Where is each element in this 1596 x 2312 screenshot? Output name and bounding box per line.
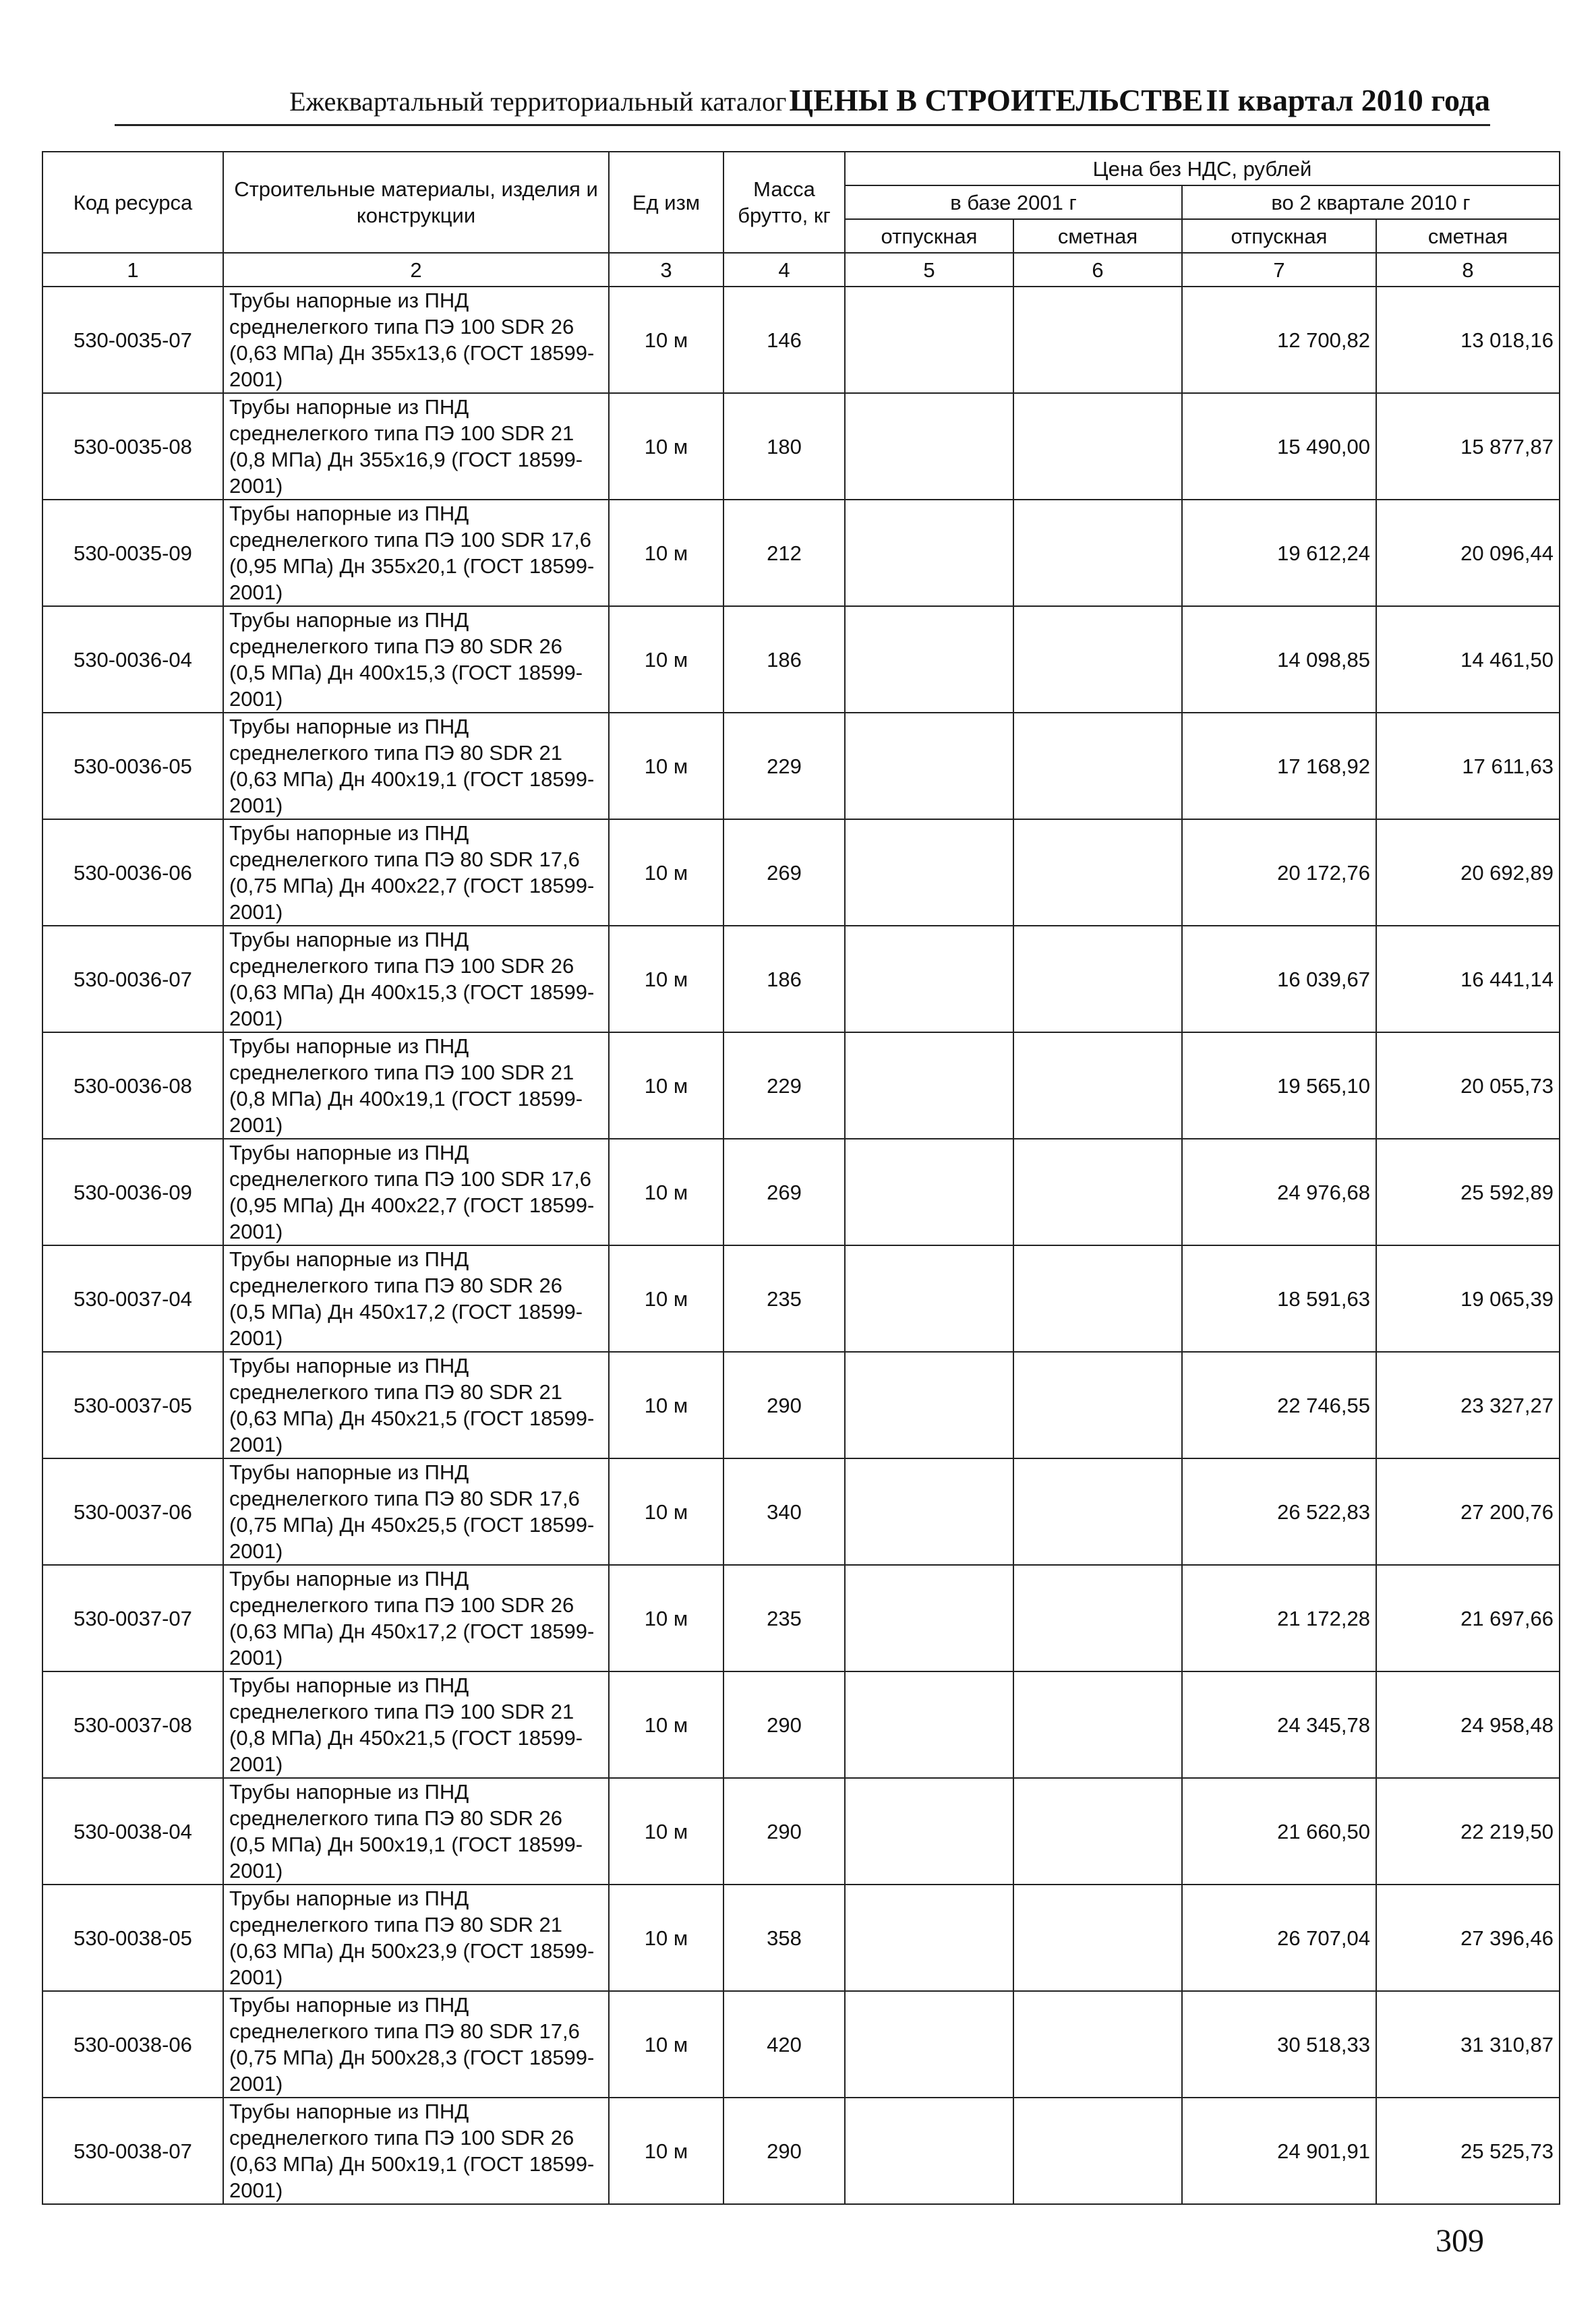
price-q2-estimate: 24 958,48 bbox=[1376, 1671, 1560, 1778]
material-name: Трубы напорные из ПНД среднелегкого типа ПЭ 100 SDR 21 (0,8 МПа) Дн 400х19,1 (ГОСТ 18599-2001) bbox=[223, 1032, 609, 1139]
price-q2-release: 26 522,83 bbox=[1182, 1458, 1376, 1565]
header-base-release: отпускная bbox=[845, 219, 1013, 253]
price-q2-release: 19 565,10 bbox=[1182, 1032, 1376, 1139]
unit-of-measure: 10 м bbox=[609, 1778, 723, 1885]
header-base-2001: в базе 2001 г bbox=[845, 185, 1182, 219]
unit-of-measure: 10 м bbox=[609, 1245, 723, 1352]
price-base-estimate bbox=[1013, 1565, 1182, 1671]
table-row bbox=[42, 500, 1560, 606]
price-q2-release: 18 591,63 bbox=[1182, 1245, 1376, 1352]
table-row bbox=[42, 1671, 1560, 1778]
price-q2-release: 24 976,68 bbox=[1182, 1139, 1376, 1245]
table-row bbox=[42, 287, 1560, 393]
column-number: 6 bbox=[1013, 253, 1182, 287]
table-row bbox=[42, 1139, 1560, 1245]
material-name: Трубы напорные из ПНД среднелегкого типа ПЭ 80 SDR 26 (0,5 МПа) Дн 400х15,3 (ГОСТ 18599-2001) bbox=[223, 606, 609, 713]
material-name: Трубы напорные из ПНД среднелегкого типа ПЭ 80 SDR 17,6 (0,75 МПа) Дн 400х22,7 (ГОСТ 18599-2001) bbox=[223, 819, 609, 926]
unit-of-measure: 10 м bbox=[609, 926, 723, 1032]
price-base-release bbox=[845, 287, 1013, 393]
material-name: Трубы напорные из ПНД среднелегкого типа ПЭ 80 SDR 17,6 (0,75 МПа) Дн 450х25,5 (ГОСТ 18599-2001) bbox=[223, 1458, 609, 1565]
gross-mass: 186 bbox=[723, 926, 845, 1032]
header-rule bbox=[115, 124, 1490, 126]
table-row bbox=[42, 1352, 1560, 1458]
resource-code: 530-0036-04 bbox=[42, 606, 223, 713]
material-name: Трубы напорные из ПНД среднелегкого типа ПЭ 80 SDR 26 (0,5 МПа) Дн 450х17,2 (ГОСТ 18599-2001) bbox=[223, 1245, 609, 1352]
price-q2-estimate: 13 018,16 bbox=[1376, 287, 1560, 393]
price-base-estimate bbox=[1013, 1458, 1182, 1565]
table-row bbox=[42, 2098, 1560, 2204]
price-q2-release: 22 746,55 bbox=[1182, 1352, 1376, 1458]
price-base-release bbox=[845, 1458, 1013, 1565]
unit-of-measure: 10 м bbox=[609, 287, 723, 393]
material-name: Трубы напорные из ПНД среднелегкого типа ПЭ 80 SDR 26 (0,5 МПа) Дн 500х19,1 (ГОСТ 18599-2001) bbox=[223, 1778, 609, 1885]
material-name: Трубы напорные из ПНД среднелегкого типа ПЭ 100 SDR 26 (0,63 МПа) Дн 450х17,2 (ГОСТ 18599-2001) bbox=[223, 1565, 609, 1671]
price-base-release bbox=[845, 2098, 1013, 2204]
price-base-estimate bbox=[1013, 1991, 1182, 2098]
price-base-estimate bbox=[1013, 1778, 1182, 1885]
price-base-release bbox=[845, 713, 1013, 819]
header-name: Строительные материалы, изделия и конструкции bbox=[223, 152, 609, 253]
price-q2-estimate: 27 396,46 bbox=[1376, 1885, 1560, 1991]
catalog-period: II квартал 2010 года bbox=[1206, 83, 1490, 117]
gross-mass: 358 bbox=[723, 1885, 845, 1991]
material-name: Трубы напорные из ПНД среднелегкого типа ПЭ 80 SDR 21 (0,63 МПа) Дн 400х19,1 (ГОСТ 18599-2001) bbox=[223, 713, 609, 819]
column-number-row bbox=[42, 253, 1560, 287]
gross-mass: 269 bbox=[723, 819, 845, 926]
price-base-release bbox=[845, 1245, 1013, 1352]
price-table bbox=[42, 151, 1560, 2205]
table-row bbox=[42, 713, 1560, 819]
unit-of-measure: 10 м bbox=[609, 1885, 723, 1991]
price-q2-estimate: 21 697,66 bbox=[1376, 1565, 1560, 1671]
price-q2-estimate: 25 592,89 bbox=[1376, 1139, 1560, 1245]
material-name: Трубы напорные из ПНД среднелегкого типа ПЭ 100 SDR 26 (0,63 МПа) Дн 500х19,1 (ГОСТ 18599-2001) bbox=[223, 2098, 609, 2204]
gross-mass: 229 bbox=[723, 1032, 845, 1139]
resource-code: 530-0036-07 bbox=[42, 926, 223, 1032]
resource-code: 530-0035-08 bbox=[42, 393, 223, 500]
price-base-estimate bbox=[1013, 2098, 1182, 2204]
price-base-estimate bbox=[1013, 1139, 1182, 1245]
material-name: Трубы напорные из ПНД среднелегкого типа ПЭ 100 SDR 26 (0,63 МПа) Дн 355х13,6 (ГОСТ 18599-2001) bbox=[223, 287, 609, 393]
price-base-estimate bbox=[1013, 926, 1182, 1032]
price-q2-estimate: 31 310,87 bbox=[1376, 1991, 1560, 2098]
price-q2-release: 24 345,78 bbox=[1182, 1671, 1376, 1778]
column-number: 5 bbox=[845, 253, 1013, 287]
gross-mass: 340 bbox=[723, 1458, 845, 1565]
price-q2-estimate: 20 692,89 bbox=[1376, 819, 1560, 926]
price-q2-estimate: 22 219,50 bbox=[1376, 1778, 1560, 1885]
price-q2-estimate: 19 065,39 bbox=[1376, 1245, 1560, 1352]
header-unit: Ед изм bbox=[609, 152, 723, 253]
price-base-estimate bbox=[1013, 287, 1182, 393]
resource-code: 530-0037-07 bbox=[42, 1565, 223, 1671]
table-row bbox=[42, 1885, 1560, 1991]
material-name: Трубы напорные из ПНД среднелегкого типа ПЭ 100 SDR 26 (0,63 МПа) Дн 400х15,3 (ГОСТ 18599-2001) bbox=[223, 926, 609, 1032]
column-number: 3 bbox=[609, 253, 723, 287]
price-base-release bbox=[845, 819, 1013, 926]
catalog-name: Ежеквартальный территориальный каталог bbox=[289, 86, 787, 117]
header-code: Код ресурса bbox=[42, 152, 223, 253]
price-q2-estimate: 23 327,27 bbox=[1376, 1352, 1560, 1458]
price-q2-release: 20 172,76 bbox=[1182, 819, 1376, 926]
gross-mass: 146 bbox=[723, 287, 845, 393]
price-base-release bbox=[845, 1991, 1013, 2098]
price-base-estimate bbox=[1013, 393, 1182, 500]
unit-of-measure: 10 м bbox=[609, 819, 723, 926]
gross-mass: 186 bbox=[723, 606, 845, 713]
table-row bbox=[42, 393, 1560, 500]
column-number: 1 bbox=[42, 253, 223, 287]
price-base-release bbox=[845, 1032, 1013, 1139]
price-q2-release: 21 660,50 bbox=[1182, 1778, 1376, 1885]
price-q2-release: 16 039,67 bbox=[1182, 926, 1376, 1032]
material-name: Трубы напорные из ПНД среднелегкого типа ПЭ 80 SDR 17,6 (0,75 МПа) Дн 500х28,3 (ГОСТ 18599-2001) bbox=[223, 1991, 609, 2098]
table-row bbox=[42, 819, 1560, 926]
price-q2-release: 17 168,92 bbox=[1182, 713, 1376, 819]
table-row bbox=[42, 606, 1560, 713]
resource-code: 530-0036-05 bbox=[42, 713, 223, 819]
material-name: Трубы напорные из ПНД среднелегкого типа ПЭ 80 SDR 21 (0,63 МПа) Дн 500х23,9 (ГОСТ 18599-2001) bbox=[223, 1885, 609, 1991]
column-number: 4 bbox=[723, 253, 845, 287]
price-base-estimate bbox=[1013, 713, 1182, 819]
price-q2-estimate: 20 096,44 bbox=[1376, 500, 1560, 606]
unit-of-measure: 10 м bbox=[609, 1671, 723, 1778]
resource-code: 530-0036-06 bbox=[42, 819, 223, 926]
unit-of-measure: 10 м bbox=[609, 1458, 723, 1565]
table-header bbox=[42, 152, 1560, 253]
unit-of-measure: 10 м bbox=[609, 393, 723, 500]
gross-mass: 235 bbox=[723, 1565, 845, 1671]
resource-code: 530-0035-09 bbox=[42, 500, 223, 606]
column-number: 7 bbox=[1182, 253, 1376, 287]
unit-of-measure: 10 м bbox=[609, 2098, 723, 2204]
table-row bbox=[42, 1991, 1560, 2098]
header-price-group: Цена без НДС, рублей bbox=[845, 152, 1560, 185]
gross-mass: 290 bbox=[723, 1352, 845, 1458]
price-q2-release: 24 901,91 bbox=[1182, 2098, 1376, 2204]
gross-mass: 290 bbox=[723, 2098, 845, 2204]
table-row bbox=[42, 1778, 1560, 1885]
price-base-estimate bbox=[1013, 1352, 1182, 1458]
price-base-estimate bbox=[1013, 1032, 1182, 1139]
resource-code: 530-0038-04 bbox=[42, 1778, 223, 1885]
unit-of-measure: 10 м bbox=[609, 1991, 723, 2098]
page-header bbox=[115, 82, 1490, 128]
price-q2-estimate: 14 461,50 bbox=[1376, 606, 1560, 713]
unit-of-measure: 10 м bbox=[609, 1565, 723, 1671]
resource-code: 530-0038-06 bbox=[42, 1991, 223, 2098]
table-row bbox=[42, 1032, 1560, 1139]
price-q2-estimate: 27 200,76 bbox=[1376, 1458, 1560, 1565]
price-q2-release: 30 518,33 bbox=[1182, 1991, 1376, 2098]
resource-code: 530-0035-07 bbox=[42, 287, 223, 393]
price-q2-estimate: 16 441,14 bbox=[1376, 926, 1560, 1032]
resource-code: 530-0038-07 bbox=[42, 2098, 223, 2204]
price-q2-estimate: 20 055,73 bbox=[1376, 1032, 1560, 1139]
resource-code: 530-0038-05 bbox=[42, 1885, 223, 1991]
price-base-release bbox=[845, 1352, 1013, 1458]
header-q2-2010: во 2 квартале 2010 г bbox=[1182, 185, 1560, 219]
gross-mass: 212 bbox=[723, 500, 845, 606]
resource-code: 530-0036-08 bbox=[42, 1032, 223, 1139]
gross-mass: 290 bbox=[723, 1778, 845, 1885]
resource-code: 530-0037-05 bbox=[42, 1352, 223, 1458]
table-row bbox=[42, 1245, 1560, 1352]
gross-mass: 269 bbox=[723, 1139, 845, 1245]
price-q2-release: 19 612,24 bbox=[1182, 500, 1376, 606]
header-base-estimate: сметная bbox=[1013, 219, 1182, 253]
table-row bbox=[42, 1458, 1560, 1565]
resource-code: 530-0037-08 bbox=[42, 1671, 223, 1778]
unit-of-measure: 10 м bbox=[609, 713, 723, 819]
price-base-estimate bbox=[1013, 500, 1182, 606]
price-q2-release: 26 707,04 bbox=[1182, 1885, 1376, 1991]
price-q2-estimate: 25 525,73 bbox=[1376, 2098, 1560, 2204]
price-base-release bbox=[845, 1671, 1013, 1778]
table-row bbox=[42, 926, 1560, 1032]
resource-code: 530-0036-09 bbox=[42, 1139, 223, 1245]
price-q2-release: 14 098,85 bbox=[1182, 606, 1376, 713]
gross-mass: 229 bbox=[723, 713, 845, 819]
price-base-release bbox=[845, 1139, 1013, 1245]
price-base-release bbox=[845, 1778, 1013, 1885]
price-q2-release: 15 490,00 bbox=[1182, 393, 1376, 500]
price-base-estimate bbox=[1013, 1245, 1182, 1352]
material-name: Трубы напорные из ПНД среднелегкого типа ПЭ 100 SDR 17,6 (0,95 МПа) Дн 355х20,1 (ГОСТ 18599-2001) bbox=[223, 500, 609, 606]
unit-of-measure: 10 м bbox=[609, 1352, 723, 1458]
material-name: Трубы напорные из ПНД среднелегкого типа ПЭ 100 SDR 17,6 (0,95 МПа) Дн 400х22,7 (ГОСТ 18599-2001) bbox=[223, 1139, 609, 1245]
unit-of-measure: 10 м bbox=[609, 1139, 723, 1245]
price-base-release bbox=[845, 500, 1013, 606]
price-base-estimate bbox=[1013, 1671, 1182, 1778]
gross-mass: 180 bbox=[723, 393, 845, 500]
price-base-release bbox=[845, 606, 1013, 713]
catalog-title: ЦЕНЫ В СТРОИТЕЛЬСТВЕ bbox=[789, 83, 1204, 117]
table-row bbox=[42, 1565, 1560, 1671]
gross-mass: 290 bbox=[723, 1671, 845, 1778]
material-name: Трубы напорные из ПНД среднелегкого типа ПЭ 100 SDR 21 (0,8 МПа) Дн 355х16,9 (ГОСТ 18599-2001) bbox=[223, 393, 609, 500]
gross-mass: 420 bbox=[723, 1991, 845, 2098]
price-base-release bbox=[845, 1565, 1013, 1671]
unit-of-measure: 10 м bbox=[609, 606, 723, 713]
unit-of-measure: 10 м bbox=[609, 1032, 723, 1139]
header-q2-release: отпускная bbox=[1182, 219, 1376, 253]
price-base-release bbox=[845, 1885, 1013, 1991]
resource-code: 530-0037-04 bbox=[42, 1245, 223, 1352]
column-number: 8 bbox=[1376, 253, 1560, 287]
price-base-release bbox=[845, 926, 1013, 1032]
table-body bbox=[42, 287, 1560, 2204]
header-mass: Масса брутто, кг bbox=[723, 152, 845, 253]
material-name: Трубы напорные из ПНД среднелегкого типа ПЭ 100 SDR 21 (0,8 МПа) Дн 450х21,5 (ГОСТ 18599-2001) bbox=[223, 1671, 609, 1778]
gross-mass: 235 bbox=[723, 1245, 845, 1352]
page-number: 309 bbox=[1436, 2223, 1484, 2259]
price-q2-release: 21 172,28 bbox=[1182, 1565, 1376, 1671]
price-base-estimate bbox=[1013, 819, 1182, 926]
unit-of-measure: 10 м bbox=[609, 500, 723, 606]
price-q2-release: 12 700,82 bbox=[1182, 287, 1376, 393]
material-name: Трубы напорные из ПНД среднелегкого типа ПЭ 80 SDR 21 (0,63 МПа) Дн 450х21,5 (ГОСТ 18599-2001) bbox=[223, 1352, 609, 1458]
price-q2-estimate: 15 877,87 bbox=[1376, 393, 1560, 500]
resource-code: 530-0037-06 bbox=[42, 1458, 223, 1565]
price-base-release bbox=[845, 393, 1013, 500]
column-number: 2 bbox=[223, 253, 609, 287]
price-base-estimate bbox=[1013, 606, 1182, 713]
header-q2-estimate: сметная bbox=[1376, 219, 1560, 253]
price-q2-estimate: 17 611,63 bbox=[1376, 713, 1560, 819]
price-base-estimate bbox=[1013, 1885, 1182, 1991]
